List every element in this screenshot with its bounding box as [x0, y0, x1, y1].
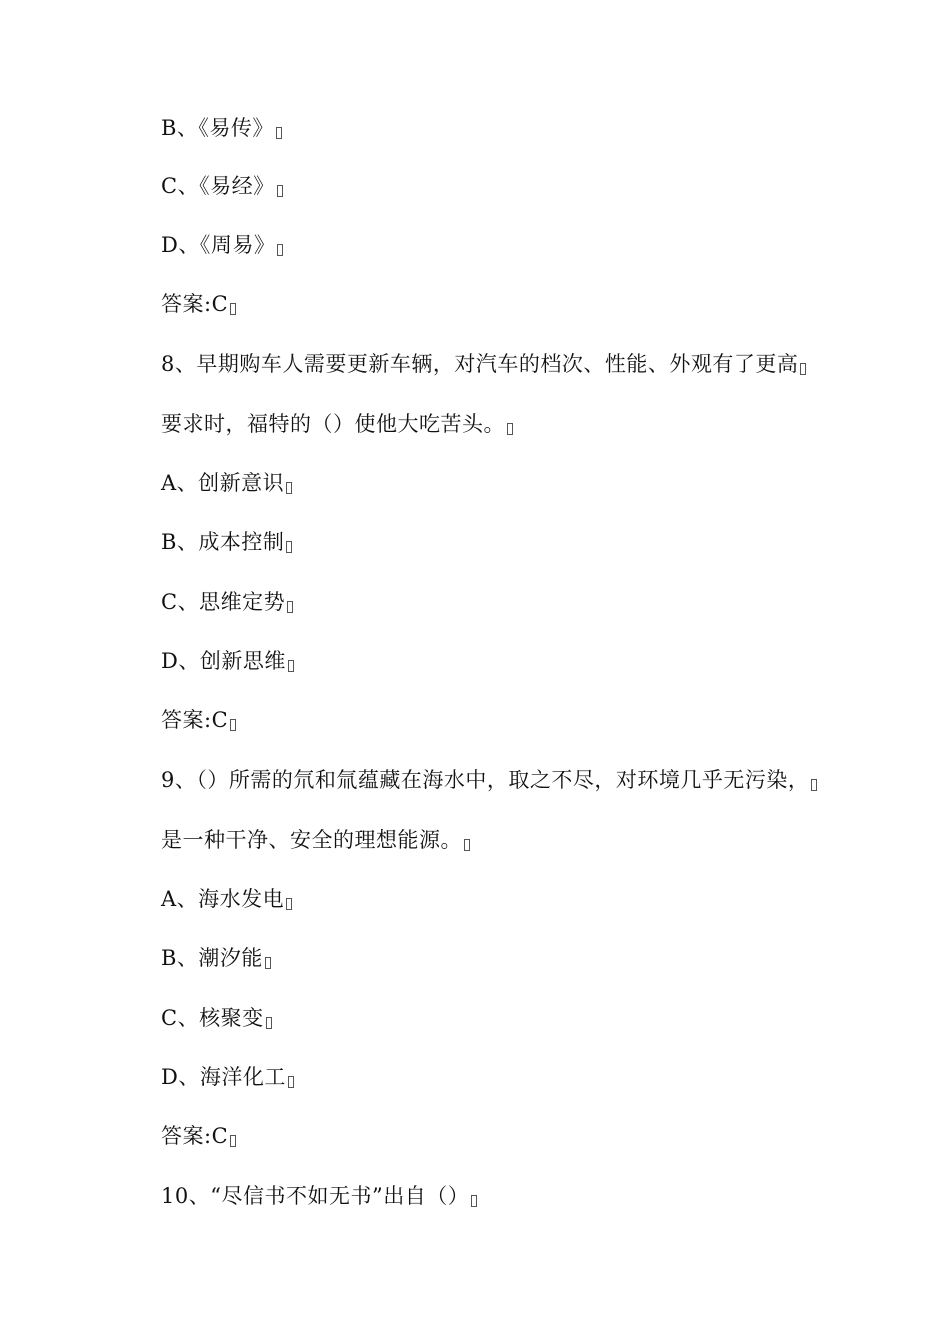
missing-glyph-icon: [230, 303, 236, 315]
option-c-q7: C、《易经》: [161, 172, 283, 200]
missing-glyph-icon: [286, 482, 292, 494]
missing-glyph-icon: [800, 363, 806, 375]
missing-glyph-icon: [287, 601, 293, 613]
missing-glyph-icon: [277, 244, 283, 256]
option-b-q9: B、潮汐能: [161, 944, 271, 972]
option-d-q7: D、《周易》: [161, 231, 283, 259]
option-a-q9: A、海水发电: [161, 885, 292, 913]
missing-glyph-icon: [288, 660, 294, 672]
missing-glyph-icon: [230, 1135, 236, 1147]
answer-q8: 答案:C: [161, 706, 236, 734]
answer-q9: 答案:C: [161, 1122, 236, 1150]
option-c-q9: C、核聚变: [161, 1004, 272, 1032]
missing-glyph-icon: [286, 898, 292, 910]
missing-glyph-icon: [276, 127, 282, 139]
option-b-q8: B、成本控制: [161, 528, 292, 556]
missing-glyph-icon: [286, 541, 292, 553]
missing-glyph-icon: [230, 719, 236, 731]
option-d-q8: D、创新思维: [161, 647, 294, 675]
option-c-q8: C、思维定势: [161, 588, 293, 616]
missing-glyph-icon: [266, 1017, 272, 1029]
question-8-line-1: 8、早期购车人需要更新车辆，对汽车的档次、性能、外观有了更高: [161, 350, 806, 378]
answer-q7: 答案:C: [161, 290, 236, 318]
question-10-line-1: 10、“尽信书不如无书”出自（）: [161, 1182, 477, 1210]
option-a-q8: A、创新意识: [161, 469, 292, 497]
option-d-q9: D、海洋化工: [161, 1063, 294, 1091]
option-b-q7: B、《易传》: [161, 114, 282, 142]
missing-glyph-icon: [811, 779, 817, 791]
question-8-line-2: 要求时，福特的（）使他大吃苦头。: [161, 410, 513, 438]
missing-glyph-icon: [265, 957, 271, 969]
missing-glyph-icon: [471, 1195, 477, 1207]
missing-glyph-icon: [507, 423, 513, 435]
missing-glyph-icon: [464, 839, 470, 851]
missing-glyph-icon: [277, 185, 283, 197]
question-9-line-2: 是一种干净、安全的理想能源。: [161, 826, 470, 854]
question-9-line-1: 9、（）所需的氘和氚蕴藏在海水中，取之不尽，对环境几乎无污染，: [161, 766, 817, 794]
missing-glyph-icon: [288, 1076, 294, 1088]
